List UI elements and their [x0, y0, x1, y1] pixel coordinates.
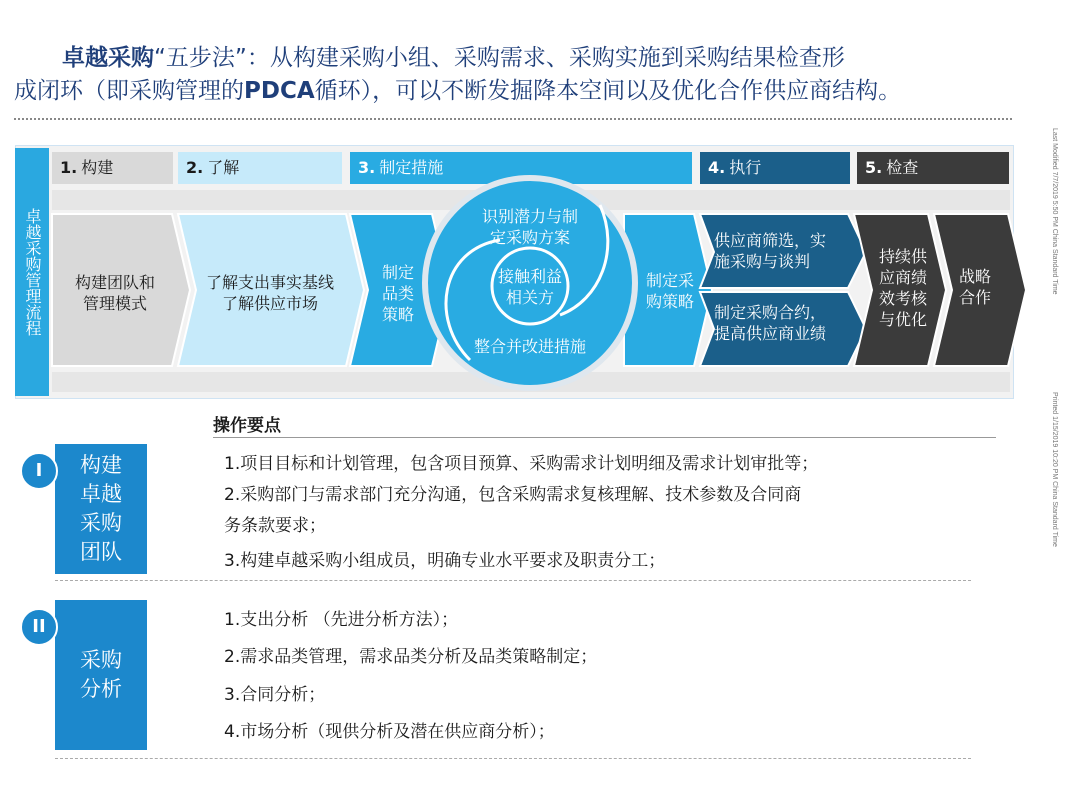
section-1-item-3: 3.构建卓越采购小组成员，明确专业水平要求及职责分工；	[224, 551, 666, 571]
phase-header-4: 4. 执行	[700, 152, 850, 184]
step5a-text: 持续供 应商绩 效考核 与优化	[878, 247, 927, 329]
step2-text: 了解支出事实基线 了解供应市场	[205, 273, 334, 313]
title-pdca: PDCA	[244, 78, 315, 104]
section-2-item-3: 3.合同分析；	[224, 685, 326, 705]
section-1-title: 构建 卓越 采购 团队	[55, 444, 147, 574]
phase-header-5: 5. 检查	[857, 152, 1009, 184]
process-vertical-label: 卓越采购管理流程	[15, 148, 49, 396]
step5b-text: 战略 合作	[958, 267, 991, 307]
title-line2b: 循环），可以不断发掘降本空间以及优化合作供应商结构。	[314, 78, 902, 104]
title-line2a: 成闭环（即采购管理的	[14, 78, 244, 104]
section-1-badge: I	[20, 452, 58, 490]
title-line1: “五步法”：从构建采购小组、采购需求、采购实施到采购结果检查形	[154, 45, 845, 71]
section-1-item-2b: 务条款要求；	[224, 516, 326, 536]
section-2-title: 采购 分析	[55, 600, 147, 750]
phase-header-3: 3. 制定措施	[350, 152, 692, 184]
section-1-item-2: 2.采购部门与需求部门充分沟通，包含采购需求复核理解、技术参数及合同商	[224, 485, 802, 505]
last-modified-note: Last Modified 7/7/2019 5:50 PM China Standard Time	[1051, 128, 1058, 295]
section-2-divider	[55, 758, 971, 759]
circle-top-text: 识别潜力与制 定采购方案	[481, 207, 578, 247]
title-bold-lead: 卓越采购	[62, 45, 154, 71]
step4b-text: 制定采购合约， 提高供应商业绩	[714, 303, 827, 343]
circle-bottom-text: 整合并改进措施	[473, 337, 586, 356]
circle-center-text: 接触利益 相关方	[497, 267, 562, 307]
section-2-badge: II	[20, 608, 58, 646]
step3a-text: 制定 品类 策略	[381, 263, 414, 324]
ops-header: 操作要点	[213, 416, 281, 436]
section-1-item-1: 1.项目目标和计划管理，包含项目预算、采购需求计划明细及需求计划审批等；	[224, 454, 819, 474]
ops-header-underline	[213, 437, 996, 438]
step4a-text: 供应商筛选，实 施采购与谈判	[714, 231, 827, 271]
printed-note: Printed 1/15/2019 10:20 PM China Standard Time	[1051, 392, 1058, 547]
step3b-text: 制定采 购策略	[645, 271, 694, 311]
step1-text: 构建团队和 管理模式	[74, 273, 155, 313]
section-2-item-2: 2.需求品类管理，需求品类分析及品类策略制定；	[224, 647, 598, 667]
phase-header-1: 1. 构建	[52, 152, 173, 184]
phase-header-2: 2. 了解	[178, 152, 342, 184]
section-2-item-4: 4.市场分析（现供分析及潜在供应商分析）；	[224, 722, 555, 742]
section-2-item-1: 1.支出分析 （先进分析方法）；	[224, 610, 459, 630]
section-1-divider	[55, 580, 971, 581]
